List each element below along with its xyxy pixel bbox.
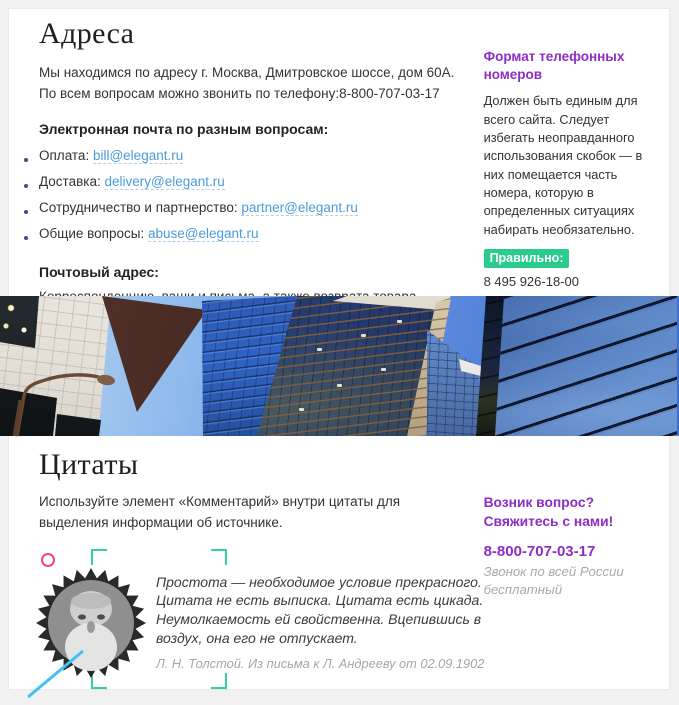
email-heading: Электронная почта по разным вопросам: xyxy=(39,121,329,138)
email-label: Общие вопросы: xyxy=(39,226,145,242)
addresses-title: Адреса xyxy=(39,17,135,50)
addresses-main-column xyxy=(39,9,470,296)
addresses-intro: Мы находимся по адресу г. Москва, Дмитровское шоссе, дом 60А. По всем вопросам можно звонить по телефону:8-800-707-03-17 xyxy=(39,65,455,102)
crop-bracket-bottom-right xyxy=(211,673,227,689)
crop-bracket-top-right xyxy=(211,549,227,565)
email-link-delivery[interactable]: delivery@elegant.ru xyxy=(104,174,225,190)
lit-window xyxy=(337,384,342,387)
email-label: Доставка: xyxy=(39,174,101,190)
email-label: Оплата: xyxy=(39,148,90,164)
pink-circle-marker xyxy=(41,553,55,567)
contact-sidebar xyxy=(484,436,655,689)
quotes-title: Цитаты xyxy=(39,448,139,481)
email-link-abuse[interactable]: abuse@elegant.ru xyxy=(147,226,259,242)
crop-bracket-top-left xyxy=(91,549,107,565)
office-buildings-photo xyxy=(0,296,679,436)
phone-format-sidebar xyxy=(484,9,655,296)
lit-window xyxy=(317,348,322,351)
addresses-section xyxy=(9,9,669,296)
email-label: Сотрудничество и партнерство: xyxy=(39,200,238,216)
contact-heading: Возник вопрос? Свяжитесь с нами! xyxy=(483,495,614,529)
quote-block xyxy=(156,573,490,672)
lit-window xyxy=(381,368,386,371)
email-list-item xyxy=(39,143,470,169)
phone-format-description: Должен быть единым для всего сайта. Следует избегать неоправданного использования скобок — в них помещается часть номера, которую в определенных ситуациях набирать необязательно. xyxy=(483,93,643,237)
photo-street-lamp xyxy=(7,360,137,436)
quotes-intro: Используйте элемент «Комментарий» внутри цитаты для выделения информации об источнике. xyxy=(39,494,401,530)
email-link-bill[interactable]: bill@elegant.ru xyxy=(92,148,184,164)
lit-window xyxy=(299,408,304,411)
email-link-partner[interactable]: partner@elegant.ru xyxy=(241,200,358,216)
content-card xyxy=(8,8,670,690)
email-list-item xyxy=(39,195,470,221)
email-list xyxy=(39,143,470,247)
lit-window xyxy=(397,320,402,323)
quote-text: Простота — необходимое условие прекрасного. Цитата не есть выписка. Цитата есть цикада. Неумолкаемость ей свойственна. Вцепившись в воздух, она его не отпускает. xyxy=(156,573,484,646)
contact-note: Звонок по всей России бесплатный xyxy=(483,564,624,598)
quotes-main-column xyxy=(39,436,485,689)
quote-example-figure xyxy=(39,547,485,705)
contact-phone-number: 8-800-707-03-17 xyxy=(483,543,596,561)
email-list-item xyxy=(39,221,470,247)
phone-example: 8 495 926-18-00 xyxy=(483,273,579,289)
quote-source: Л. Н. Толстой. Из письма к Л. Андрееву от 02.09.1902 xyxy=(156,656,485,672)
correct-badge: Правильно: xyxy=(484,249,570,268)
lit-window xyxy=(361,334,366,337)
quotes-section xyxy=(9,436,669,689)
email-list-item xyxy=(39,169,470,195)
postal-heading: Почтовый адрес: xyxy=(39,264,159,281)
cyan-pointer-line xyxy=(25,643,97,701)
phone-format-title: Формат телефонных номеров xyxy=(483,49,625,83)
